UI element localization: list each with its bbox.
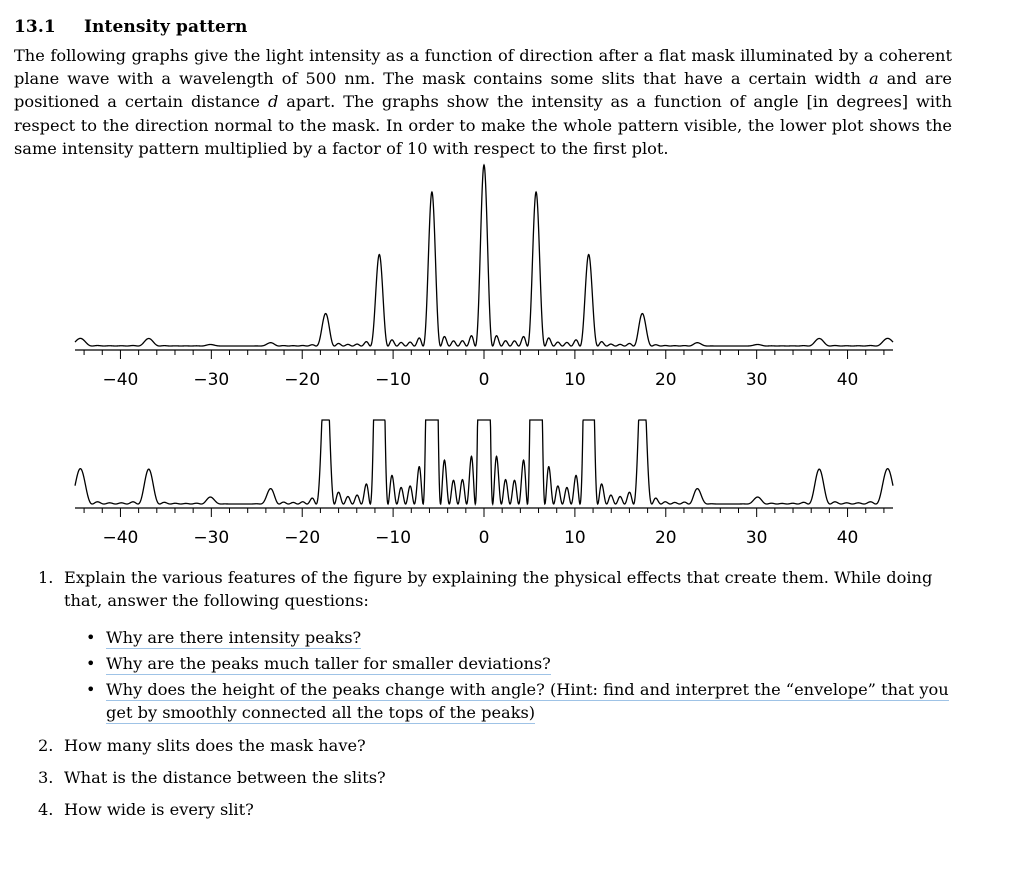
x-tick-label: −10 [375, 528, 412, 548]
intro-text-3: apart. The graphs show the intensity as a function of angle [in degrees] with respect to the direction normal to the mask. In order to make the whole pattern visible, the lower plot shows the same intensity pattern multiplied by a factor of 10 with respect to the first plot. [14, 92, 952, 158]
question-text: Explain the various features of the figure by explaining the physical effects that create them. While doing that, answer the following questions: [64, 568, 933, 610]
intensity-plot-bottom-x10 [0, 400, 1024, 555]
x-tick-label: 0 [478, 528, 490, 548]
question-text: How wide is every slit? [64, 800, 254, 819]
sub-question [86, 678, 954, 724]
bullet-icon: • [86, 680, 96, 699]
question-number: 4. [38, 800, 54, 819]
x-tick-label: 10 [564, 528, 586, 548]
variable-d: d [267, 92, 279, 112]
section-number: 13.1 [14, 17, 56, 37]
x-tick-label: −30 [193, 370, 230, 390]
section-heading [14, 17, 247, 37]
x-tick-label: 0 [478, 370, 490, 390]
intro-paragraph [14, 44, 952, 160]
x-tick-label: −10 [375, 370, 412, 390]
sub-question [86, 626, 954, 649]
question-1 [14, 566, 954, 724]
x-tick-label: −20 [284, 370, 321, 390]
section-title: Intensity pattern [84, 17, 248, 37]
bullet-icon: • [86, 628, 96, 647]
intensity-curve [75, 420, 893, 504]
x-tick-label: 30 [745, 370, 768, 390]
x-tick-label: 20 [654, 370, 677, 390]
question-4 [14, 798, 954, 821]
sub-question-text: Why does the height of the peaks change with angle? (Hint: find and interpret the “envelope” that you get by smoothly connected all the tops of the peaks) [106, 680, 949, 722]
question-text: How many slits does the mask have? [64, 736, 366, 755]
x-tick-label: 30 [745, 528, 768, 548]
question-list [14, 566, 954, 821]
question-3 [14, 766, 954, 789]
sub-question-text: Why are there intensity peaks? [106, 628, 362, 647]
sub-question [86, 652, 954, 675]
x-tick-label: 40 [836, 528, 859, 548]
question-number: 3. [38, 768, 54, 787]
question-number: 1. [38, 568, 54, 587]
question-2 [14, 734, 954, 757]
sub-question-text: Why are the peaks much taller for smaller deviations? [106, 654, 551, 673]
x-tick-label: −40 [102, 370, 139, 390]
x-tick-label: 40 [836, 370, 859, 390]
intensity-plot-top [0, 160, 1024, 395]
intro-text-1: The following graphs give the light intensity as a function of direction after a flat mask illuminated by a coherent plane wave with a wavelength of 500 nm. The mask contains some slits that have a certain width [14, 46, 952, 89]
x-tick-label: 10 [564, 370, 586, 390]
sub-question-list [64, 626, 954, 724]
variable-a: a [868, 69, 879, 89]
bullet-icon: • [86, 654, 96, 673]
x-tick-label: −40 [102, 528, 139, 548]
question-number: 2. [38, 736, 54, 755]
x-tick-label: 20 [654, 528, 677, 548]
intensity-curve [75, 165, 893, 346]
x-tick-label: −20 [284, 528, 321, 548]
intro-text-2: and are positioned a certain distance [14, 69, 952, 112]
x-tick-label: −30 [193, 528, 230, 548]
question-text: What is the distance between the slits? [64, 768, 386, 787]
